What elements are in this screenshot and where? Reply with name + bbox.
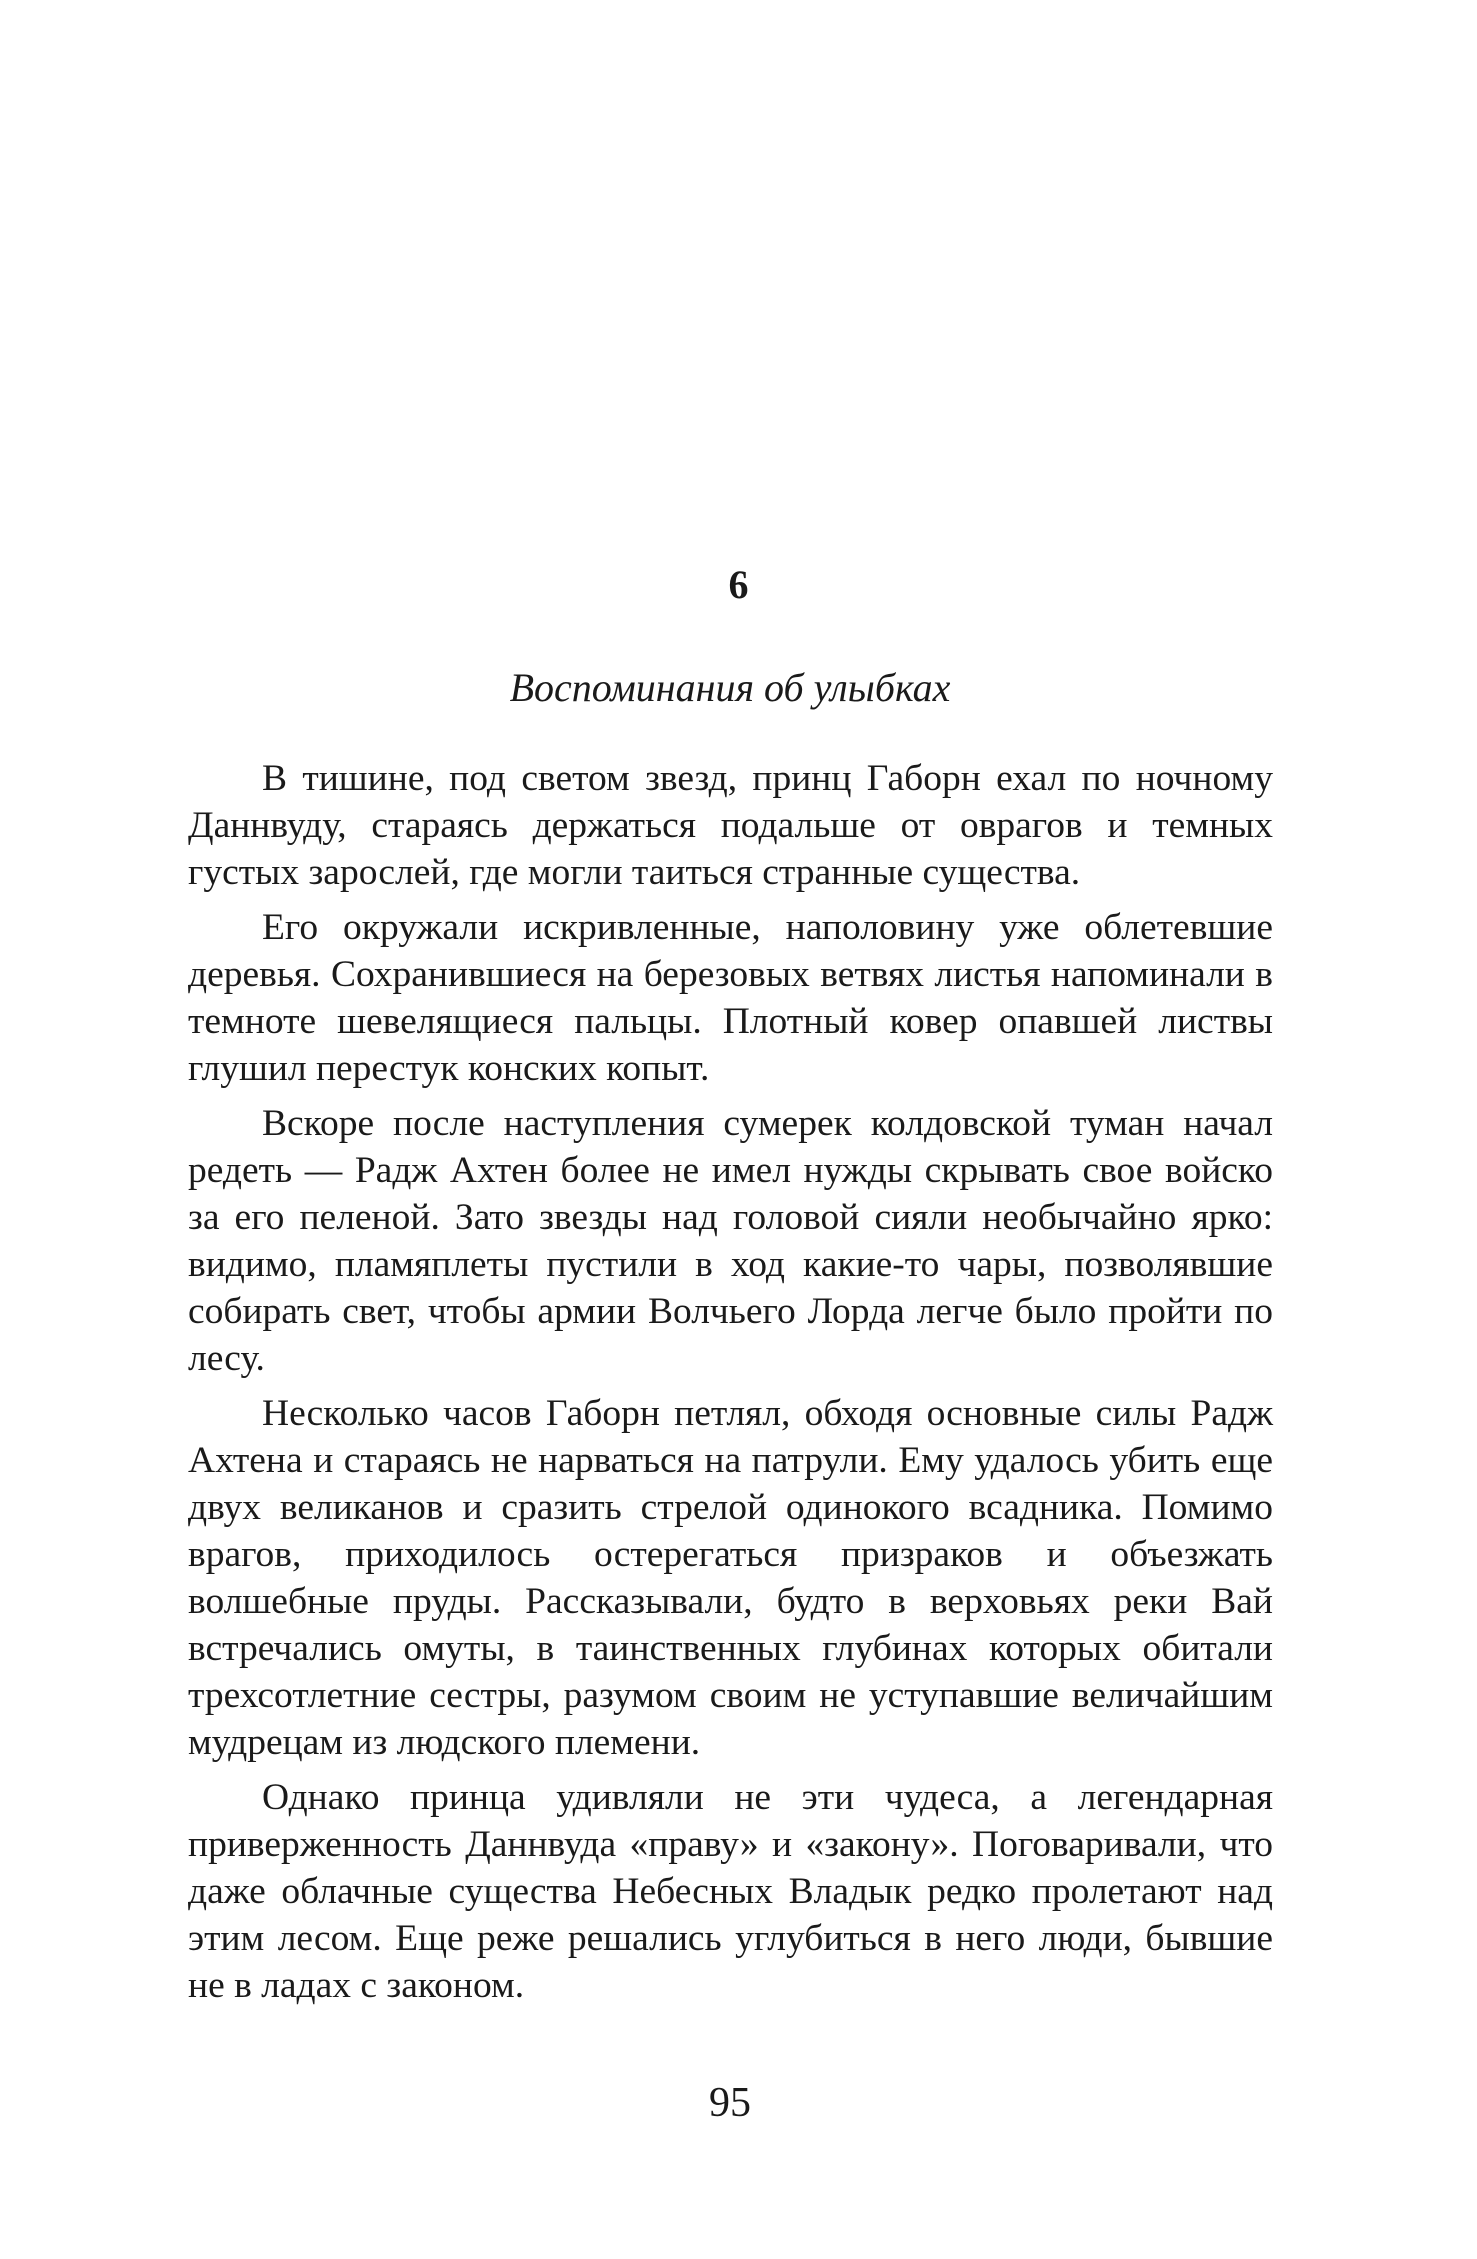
chapter-body	[188, 755, 1273, 2017]
paragraph: Вскоре после наступления сумерек колдовской туман начал редеть — Радж Ахтен более не имел нужды скрывать свое войско за его пеленой. Зато звезды над головой сияли необычайно ярко: видимо, пламяплеты пустили в ход какие-то чары, позволявшие собирать свет, чтобы армии Волчьего Лорда легче было пройти по лесу.	[188, 1103, 1273, 1379]
chapter-title: Воспоминания об улыбках	[509, 665, 951, 710]
paragraph: Однако принца удивляли не эти чудеса, а легендарная приверженность Даннвуда «праву» и «закону». Поговаривали, что даже облачные существа Небесных Владык редко пролетают над этим лесом. Еще реже решались углубиться в него люди, бывшие не в ладах с законом.	[188, 1777, 1273, 2006]
page-number: 95	[709, 2080, 751, 2126]
paragraph: В тишине, под светом звезд, принц Габорн ехал по ночному Даннвуду, стараясь держаться подальше от оврагов и темных густых зарослей, где могли таиться странные существа.	[188, 758, 1273, 893]
chapter-number: 6	[728, 562, 749, 607]
paragraph: Его окружали искривленные, наполовину уже облетевшие деревья. Сохранившиеся на березовых ветвях листья напоминали в темноте шевелящиеся пальцы. Плотный ковер опавшей листвы глушил перестук конских копыт.	[188, 907, 1273, 1089]
paragraph: Несколько часов Габорн петлял, обходя основные силы Радж Ахтена и стараясь не нарваться на патрули. Ему удалось убить еще двух великанов и сразить стрелой одинокого всадника. Помимо врагов, приходилось остерегаться призраков и объезжать волшебные пруды. Рассказывали, будто в верховьях реки Вай встречались омуты, в таинственных глубинах которых обитали трехсотлетние сестры, разумом своим не уступавшие величайшим мудрецам из людского племени.	[188, 1393, 1273, 1763]
